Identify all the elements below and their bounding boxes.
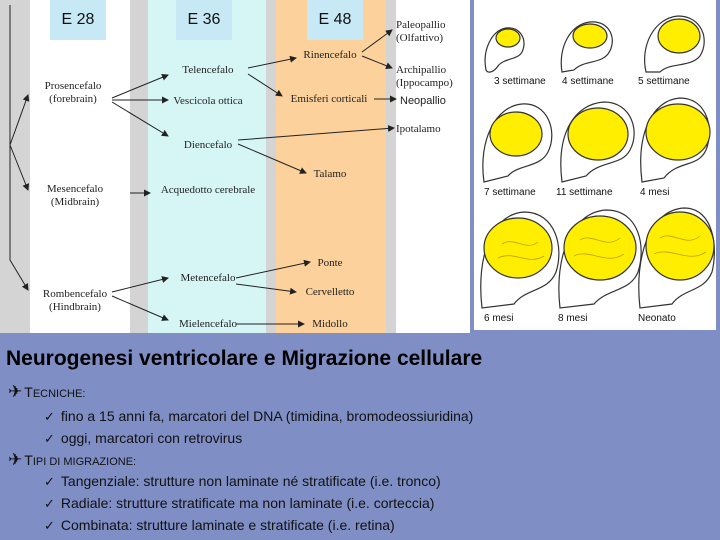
label-archipallio: Archipallio (Ippocampo) (396, 64, 453, 89)
check-icon: ✓ (44, 497, 55, 512)
check-icon: ✓ (44, 432, 55, 447)
label-acquedotto: Acquedotto cerebrale (160, 184, 256, 196)
age-label: 11 settimane (556, 187, 613, 198)
bullet-heading-techniques: ✈ TECNICHE: (8, 382, 86, 402)
bullet-heading-migration: ✈ TIPI DI MIGRAZIONE: (8, 450, 137, 470)
check-icon: ✓ (44, 519, 55, 534)
check-icon: ✓ (44, 410, 55, 425)
brain-shape (568, 108, 628, 160)
stage-e36: E 36 (176, 0, 232, 40)
label-rombencefalo: Rombencefalo (Hindbrain) (42, 288, 108, 313)
column-e28 (30, 0, 130, 333)
bullet-item: ✓ fino a 15 anni fa, marcatori del DNA (timidina, bromodeossiuridina) (44, 408, 474, 425)
age-label: 5 settimane (638, 76, 690, 87)
bullet-item: ✓ Combinata: strutture laminate e stratificate (i.e. retina) (44, 517, 395, 534)
label-mielencefalo: Mielencefalo (178, 318, 238, 330)
bullet-item: ✓ oggi, marcatori con retrovirus (44, 430, 243, 447)
check-icon: ✓ (44, 475, 55, 490)
embryo-images-panel (474, 0, 716, 330)
label-metencefalo: Metencefalo (180, 272, 236, 284)
label-diencefalo: Diencefalo (183, 139, 233, 151)
airplane-bullet-icon: ✈ (8, 450, 23, 470)
label-midollo: Midollo (312, 318, 348, 330)
bullet-item: ✓ Radiale: strutture stratificate ma non laminate (i.e. corteccia) (44, 495, 435, 512)
brain-shape (658, 19, 700, 53)
age-label: 4 mesi (640, 187, 670, 198)
airplane-bullet-icon: ✈ (8, 382, 23, 402)
brain-shape (646, 104, 710, 160)
stage-e28: E 28 (50, 0, 106, 40)
brain-shape (484, 218, 552, 278)
label-vescicola-ottica: Vescicola ottica (173, 95, 243, 107)
label-ponte: Ponte (317, 257, 343, 269)
bullet-item: ✓ Tangenziale: strutture non laminate né stratificate (i.e. tronco) (44, 473, 441, 490)
label-prosencefalo: Prosencefalo (forebrain) (44, 80, 102, 105)
age-label: Neonato (638, 313, 676, 324)
label-cervelletto: Cervelletto (305, 286, 355, 298)
stage-e48: E 48 (307, 0, 363, 40)
label-telencefalo: Telencefalo (182, 64, 234, 76)
age-label: 3 settimane (494, 76, 546, 87)
age-label: 4 settimane (562, 76, 614, 87)
label-mesencefalo: Mesencefalo (Midbrain) (46, 183, 104, 208)
label-rinencefalo: Rinencefalo (303, 49, 357, 61)
brain-shape (646, 212, 714, 280)
label-neopallio: Neopallio (400, 95, 446, 107)
column-outer (396, 0, 470, 333)
brain-shape (573, 24, 607, 48)
age-label: 6 mesi (484, 313, 514, 324)
age-label: 7 settimane (484, 187, 536, 198)
label-paleopallio: Paleopallio (Olfattivo) (396, 19, 446, 44)
age-label: 8 mesi (558, 313, 588, 324)
brain-shape (490, 112, 542, 156)
brain-shape (564, 216, 636, 280)
label-talamo: Talamo (313, 168, 347, 180)
label-ipotalamo: Ipotalamo (396, 123, 441, 135)
label-emisferi: Emisferi corticali (290, 93, 368, 105)
brain-shape (496, 29, 520, 47)
slide-title: Neurogenesi ventricolare e Migrazione cellulare (6, 347, 483, 370)
